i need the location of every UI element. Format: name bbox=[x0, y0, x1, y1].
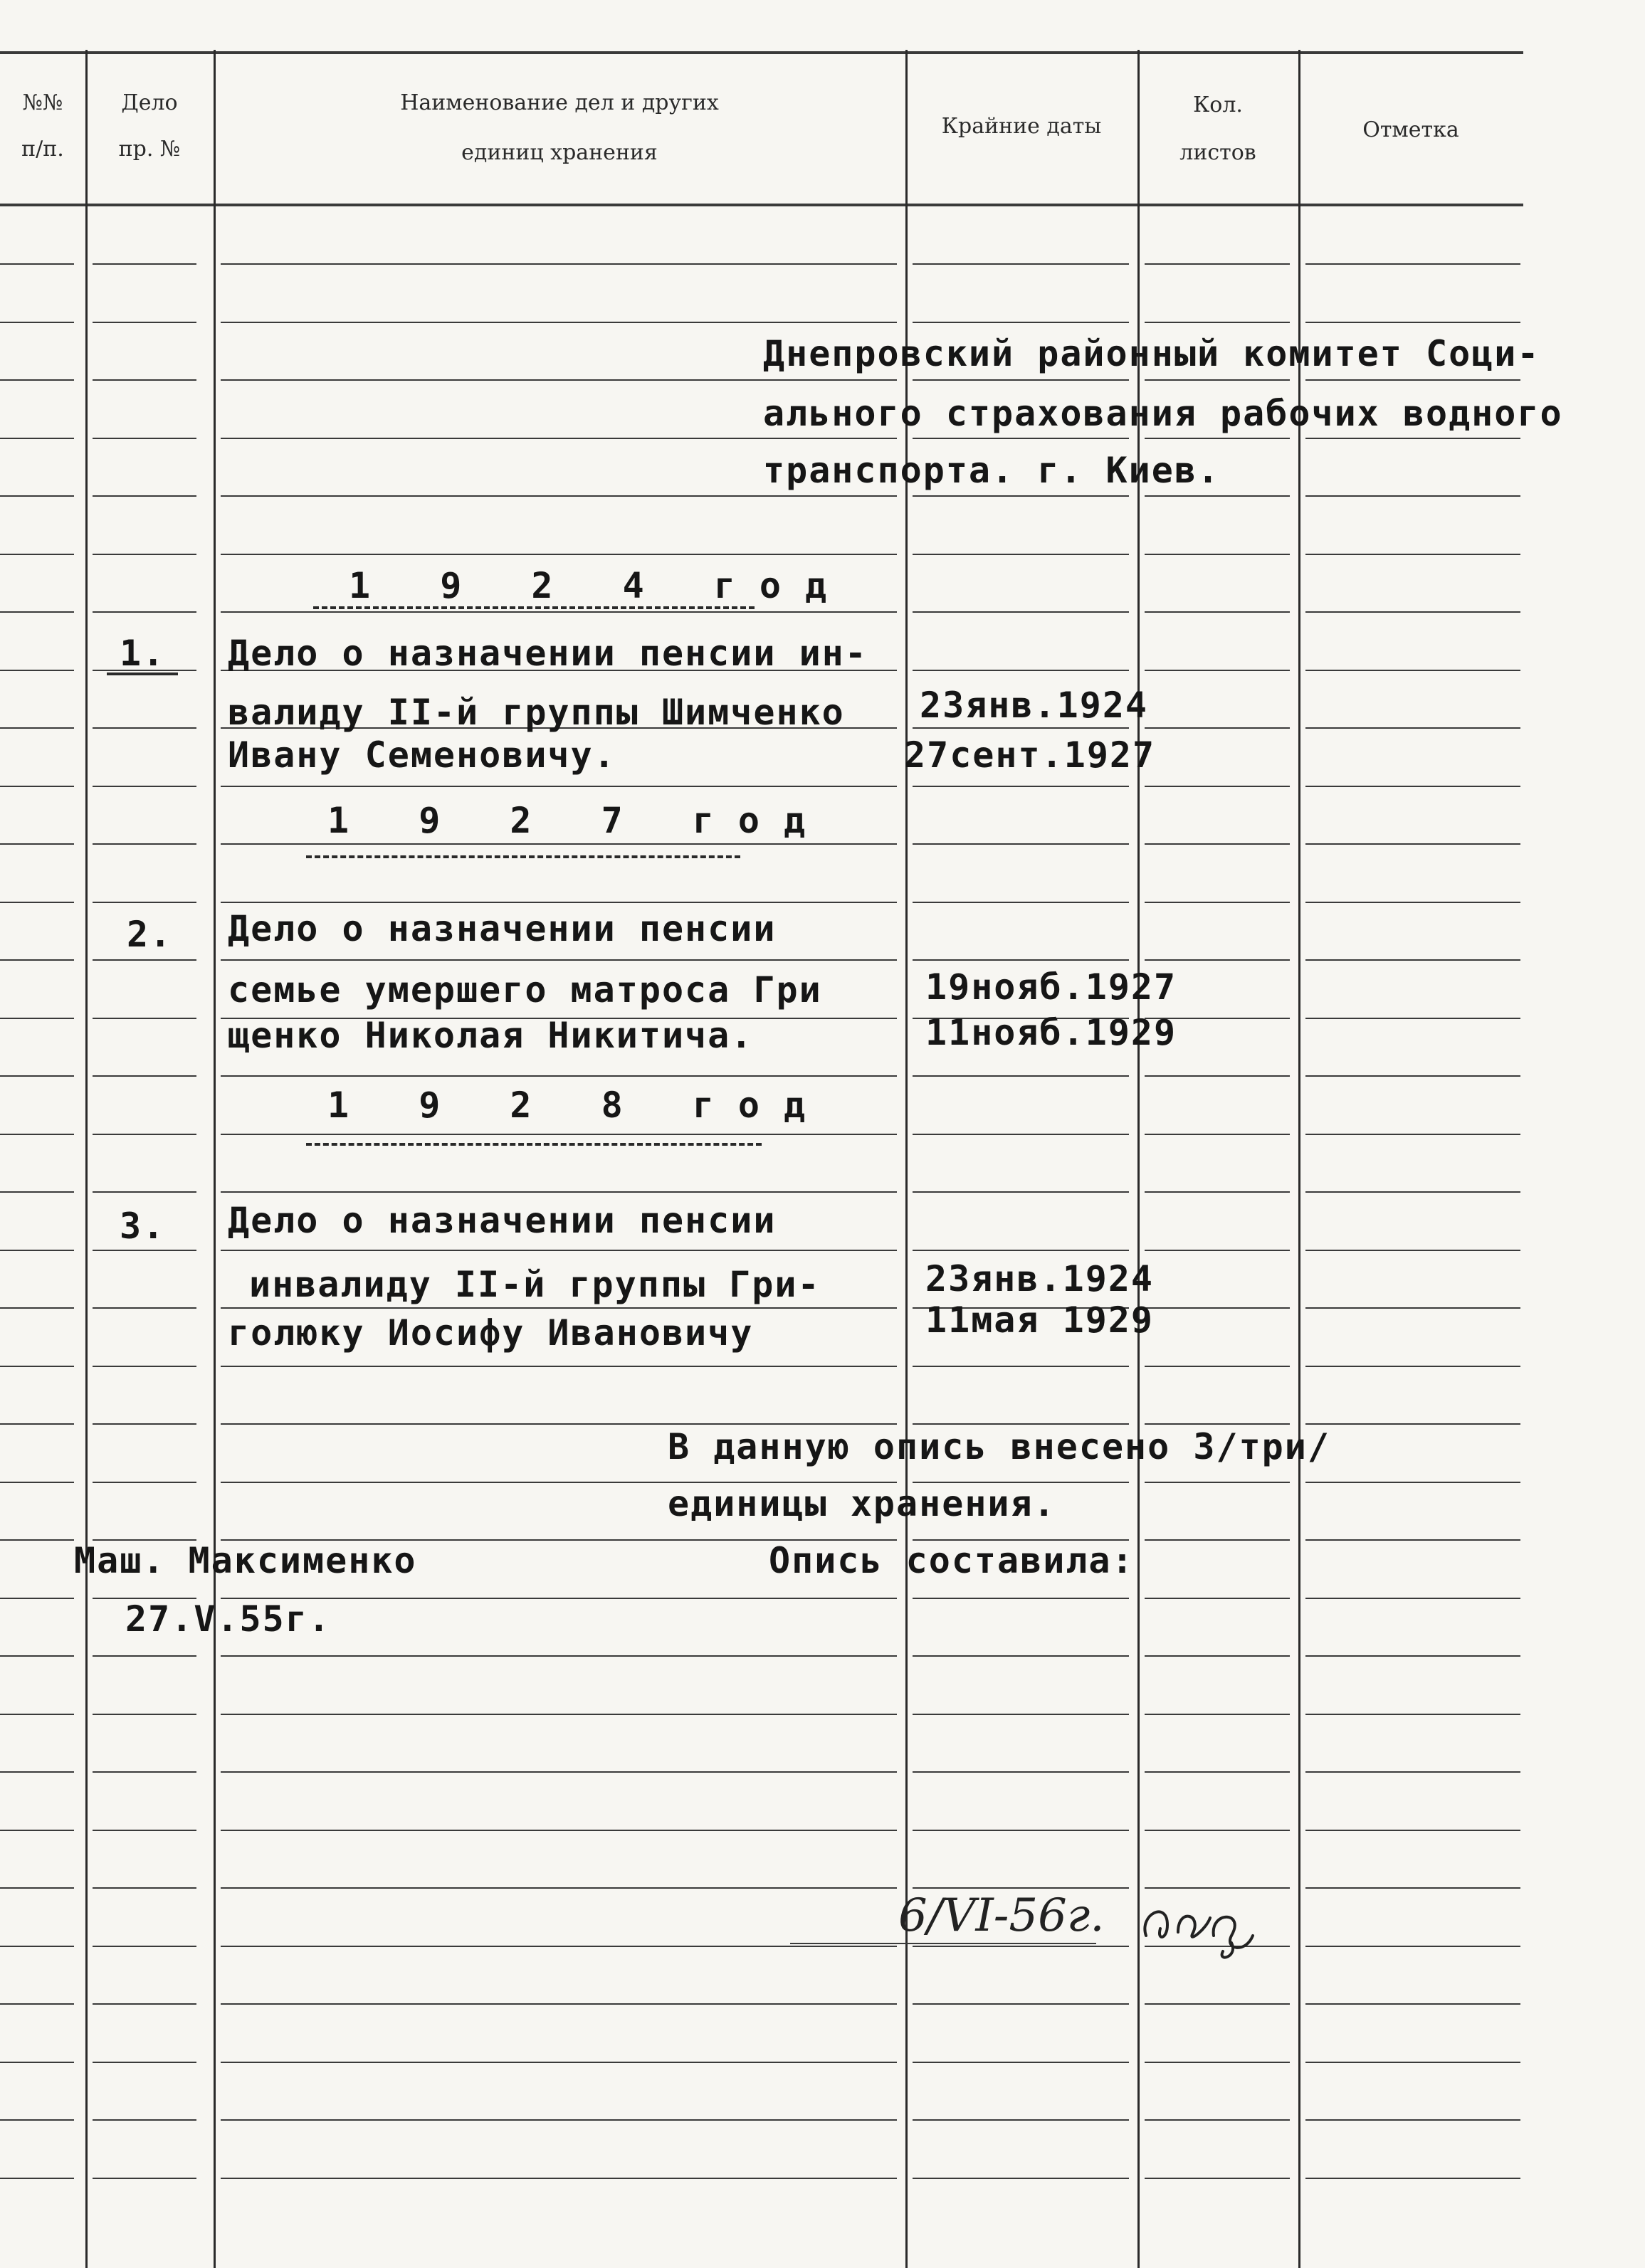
ruled-line bbox=[1305, 2178, 1520, 2179]
ruled-line bbox=[913, 786, 1129, 787]
ruled-line bbox=[913, 611, 1129, 613]
ruled-line bbox=[913, 263, 1129, 265]
ruled-line bbox=[0, 843, 74, 845]
ruled-line bbox=[1305, 2119, 1520, 2121]
ruled-line bbox=[221, 1250, 897, 1251]
header-col-note: Отметка bbox=[1362, 117, 1459, 142]
ruled-line bbox=[93, 1482, 196, 1483]
ruled-line bbox=[1145, 1539, 1290, 1541]
ruled-line bbox=[1305, 1307, 1520, 1309]
ruled-line bbox=[1305, 322, 1520, 323]
summary-line-2: единицы хранения. bbox=[668, 1483, 1056, 1524]
ruled-line bbox=[1305, 843, 1520, 845]
entry-date-start: 23янв.1924 bbox=[925, 1258, 1155, 1299]
ruled-line bbox=[221, 611, 897, 613]
entry-date-end: 11мая 1929 bbox=[925, 1299, 1155, 1341]
ruled-line bbox=[1305, 554, 1520, 555]
ruled-line bbox=[221, 2178, 897, 2179]
ruled-line bbox=[0, 2178, 74, 2179]
ruled-line bbox=[0, 1655, 74, 1657]
ruled-line bbox=[221, 1830, 897, 1831]
ruled-line bbox=[93, 1423, 196, 1425]
header-col-case-sub: пр. № bbox=[118, 137, 181, 162]
typist-signature: Маш. Максименко bbox=[74, 1540, 417, 1581]
ruled-line bbox=[1145, 670, 1290, 671]
ruled-line bbox=[1305, 2062, 1520, 2063]
ruled-line bbox=[0, 1423, 74, 1425]
ruled-line bbox=[221, 1134, 897, 1135]
entry-number-underline bbox=[107, 673, 178, 675]
header-col-sheets-sub: листов bbox=[1179, 140, 1256, 165]
organization-line-2: ального страхования рабочих водного bbox=[763, 393, 1563, 434]
ruled-line bbox=[93, 1191, 196, 1193]
ruled-line bbox=[1305, 1134, 1520, 1135]
ruled-line bbox=[1145, 1830, 1290, 1831]
ruled-line bbox=[1305, 1075, 1520, 1077]
ruled-line bbox=[0, 1366, 74, 1367]
entry-title-line: Дело о назначении пенсии bbox=[228, 1200, 777, 1241]
ruled-line bbox=[0, 2003, 74, 2005]
ruled-line bbox=[1305, 786, 1520, 787]
ruled-line bbox=[1145, 322, 1290, 323]
ruled-line bbox=[0, 1714, 74, 1715]
ruled-line bbox=[913, 2178, 1129, 2179]
ruled-line bbox=[1145, 959, 1290, 961]
ruled-line bbox=[93, 438, 196, 439]
summary-line-1: В данную опись внесено 3/три/ bbox=[668, 1426, 1330, 1467]
ruled-line bbox=[1145, 902, 1290, 903]
ruled-line bbox=[221, 959, 897, 961]
ruled-line bbox=[913, 670, 1129, 671]
ruled-line bbox=[913, 1887, 1129, 1889]
ruled-line bbox=[913, 2062, 1129, 2063]
ruled-line bbox=[1145, 611, 1290, 613]
ruled-line bbox=[1305, 1946, 1520, 1947]
ruled-line bbox=[93, 1946, 196, 1947]
ruled-line bbox=[913, 1191, 1129, 1193]
ruled-line bbox=[93, 727, 196, 729]
ruled-line bbox=[0, 1771, 74, 1773]
ruled-line bbox=[0, 786, 74, 787]
ruled-line bbox=[93, 379, 196, 381]
ruled-line bbox=[221, 1075, 897, 1077]
entry-number: 2. bbox=[127, 914, 173, 955]
ruled-line bbox=[1305, 959, 1520, 961]
entry-date-start: 19нояб.1927 bbox=[925, 966, 1177, 1008]
handwritten-signature bbox=[1139, 1886, 1267, 1967]
entry-title-line: Дело о назначении пенсии ин- bbox=[228, 633, 868, 674]
entry-title-line: Дело о назначении пенсии bbox=[228, 908, 777, 949]
ruled-line bbox=[1305, 1018, 1520, 1019]
column-divider bbox=[214, 50, 216, 2268]
ruled-line bbox=[1145, 1598, 1290, 1599]
ruled-line bbox=[221, 2062, 897, 2063]
ruled-line bbox=[0, 1307, 74, 1309]
ruled-line bbox=[221, 1366, 897, 1367]
ruled-line bbox=[1305, 1714, 1520, 1715]
ruled-line bbox=[93, 2178, 196, 2179]
ruled-line bbox=[1145, 1423, 1290, 1425]
ruled-line bbox=[0, 1830, 74, 1831]
entry-title-line: голюку Иосифу Ивановичу bbox=[228, 1312, 754, 1354]
entry-number: 3. bbox=[120, 1206, 166, 1247]
ruled-line bbox=[1145, 2119, 1290, 2121]
ruled-line bbox=[913, 1134, 1129, 1135]
ruled-line bbox=[221, 322, 897, 323]
ruled-line bbox=[913, 843, 1129, 845]
header-bottom-border bbox=[0, 204, 1523, 206]
ruled-line bbox=[1305, 2003, 1520, 2005]
entry-title-line: инвалиду II-й группы Гри- bbox=[249, 1264, 821, 1305]
ruled-line bbox=[0, 263, 74, 265]
ruled-line bbox=[93, 1018, 196, 1019]
ruled-line bbox=[93, 495, 196, 497]
ruled-line bbox=[913, 322, 1129, 323]
ruled-line bbox=[1145, 786, 1290, 787]
ruled-line bbox=[1145, 379, 1290, 381]
ruled-line bbox=[1305, 670, 1520, 671]
ruled-line bbox=[913, 379, 1129, 381]
ruled-line bbox=[93, 1887, 196, 1889]
ruled-line bbox=[221, 495, 897, 497]
ruled-line bbox=[1305, 727, 1520, 729]
signature-underline bbox=[790, 1943, 1096, 1944]
ruled-line bbox=[221, 786, 897, 787]
ruled-line bbox=[1145, 2062, 1290, 2063]
header-col-title: Наименование дел и других bbox=[400, 90, 719, 115]
column-divider bbox=[85, 50, 88, 2268]
ruled-line bbox=[0, 495, 74, 497]
ruled-line bbox=[93, 2119, 196, 2121]
ruled-line bbox=[221, 379, 897, 381]
year-underline bbox=[306, 855, 740, 858]
ruled-line bbox=[1305, 1598, 1520, 1599]
ruled-line bbox=[0, 727, 74, 729]
ruled-line bbox=[0, 1946, 74, 1947]
handwritten-date: 6/VI-56г. bbox=[898, 1889, 1105, 1942]
ruled-line bbox=[93, 1771, 196, 1773]
ruled-line bbox=[221, 902, 897, 903]
header-col-number-sub: п/п. bbox=[21, 137, 64, 162]
ruled-line bbox=[221, 554, 897, 555]
ruled-line bbox=[0, 379, 74, 381]
ruled-line bbox=[913, 1771, 1129, 1773]
ruled-line bbox=[221, 1423, 897, 1425]
ruled-line bbox=[0, 438, 74, 439]
ruled-line bbox=[221, 1655, 897, 1657]
ruled-line bbox=[1145, 495, 1290, 497]
ruled-line bbox=[0, 1250, 74, 1251]
ruled-line bbox=[1145, 1075, 1290, 1077]
ruled-line bbox=[1305, 1887, 1520, 1889]
ruled-line bbox=[1145, 2003, 1290, 2005]
ruled-line bbox=[93, 554, 196, 555]
ruled-line bbox=[93, 611, 196, 613]
ruled-line bbox=[93, 263, 196, 265]
ruled-line bbox=[0, 670, 74, 671]
ruled-line bbox=[221, 1191, 897, 1193]
ruled-line bbox=[1305, 1482, 1520, 1483]
ruled-line bbox=[1145, 2178, 1290, 2179]
ruled-line bbox=[0, 1134, 74, 1135]
ruled-line bbox=[93, 1075, 196, 1077]
ruled-line bbox=[1145, 1714, 1290, 1715]
ruled-line bbox=[913, 438, 1129, 439]
year-heading: 1 9 2 8 год bbox=[327, 1085, 830, 1126]
ruled-line bbox=[1145, 554, 1290, 555]
ruled-line bbox=[93, 1830, 196, 1831]
ruled-line bbox=[1305, 495, 1520, 497]
table-top-border bbox=[0, 51, 1523, 54]
entry-date-end: 11нояб.1929 bbox=[925, 1012, 1177, 1053]
header-col-dates: Крайние даты bbox=[941, 114, 1102, 139]
ruled-line bbox=[0, 322, 74, 323]
entry-title-line: семье умершего матроса Гри bbox=[228, 969, 822, 1011]
ruled-line bbox=[913, 2119, 1129, 2121]
ruled-line bbox=[913, 1366, 1129, 1367]
ruled-line bbox=[1145, 1366, 1290, 1367]
ruled-line bbox=[913, 495, 1129, 497]
ruled-line bbox=[1145, 1134, 1290, 1135]
ruled-line bbox=[0, 1598, 74, 1599]
ruled-line bbox=[913, 727, 1129, 729]
ruled-line bbox=[0, 959, 74, 961]
ruled-line bbox=[1145, 1307, 1290, 1309]
ruled-line bbox=[1305, 1655, 1520, 1657]
ruled-line bbox=[93, 1366, 196, 1367]
ruled-line bbox=[221, 1887, 897, 1889]
entry-date-start: 23янв.1924 bbox=[920, 685, 1149, 726]
ruled-line bbox=[1305, 1771, 1520, 1773]
ruled-line bbox=[913, 1830, 1129, 1831]
ruled-line bbox=[1305, 1366, 1520, 1367]
ruled-line bbox=[0, 902, 74, 903]
typed-date: 27.V.55г. bbox=[125, 1598, 331, 1640]
entry-title-line: щенко Николая Никитича. bbox=[228, 1015, 754, 1056]
ruled-line bbox=[913, 902, 1129, 903]
ruled-line bbox=[93, 1714, 196, 1715]
ruled-line bbox=[1145, 727, 1290, 729]
ruled-line bbox=[1305, 1191, 1520, 1193]
ruled-line bbox=[913, 1423, 1129, 1425]
ruled-line bbox=[221, 438, 897, 439]
ruled-line bbox=[93, 959, 196, 961]
ruled-line bbox=[913, 1655, 1129, 1657]
ruled-line bbox=[221, 1946, 897, 1947]
ruled-line bbox=[1145, 1771, 1290, 1773]
ruled-line bbox=[93, 1250, 196, 1251]
ruled-line bbox=[913, 554, 1129, 555]
ruled-line bbox=[1305, 263, 1520, 265]
ruled-line bbox=[93, 322, 196, 323]
header-col-number: №№ bbox=[22, 90, 63, 115]
organization-line-1: Днепровский районный комитет Соци- bbox=[763, 333, 1540, 374]
ruled-line bbox=[221, 2003, 897, 2005]
compiled-by-label: Опись составила: bbox=[769, 1540, 1135, 1581]
entry-date-end: 27сент.1927 bbox=[904, 734, 1156, 776]
year-heading: 1 9 2 7 год bbox=[327, 800, 830, 841]
header-col-title-sub: единиц хранения bbox=[461, 140, 658, 165]
ruled-line bbox=[0, 1075, 74, 1077]
entry-title-line: валиду II-й группы Шимченко bbox=[228, 692, 845, 733]
ruled-line bbox=[93, 902, 196, 903]
ruled-line bbox=[913, 1075, 1129, 1077]
ruled-line bbox=[1145, 438, 1290, 439]
ruled-line bbox=[913, 1598, 1129, 1599]
ruled-line bbox=[0, 1018, 74, 1019]
ruled-line bbox=[913, 1250, 1129, 1251]
ruled-line bbox=[1305, 611, 1520, 613]
ruled-line bbox=[1145, 1250, 1290, 1251]
column-divider bbox=[1298, 50, 1300, 2268]
ruled-line bbox=[221, 1771, 897, 1773]
ruled-line bbox=[0, 554, 74, 555]
ruled-line bbox=[221, 843, 897, 845]
ruled-line bbox=[1305, 1830, 1520, 1831]
ruled-line bbox=[0, 1887, 74, 1889]
header-col-sheets: Кол. bbox=[1193, 93, 1243, 117]
ruled-line bbox=[0, 2062, 74, 2063]
year-underline bbox=[306, 1143, 762, 1146]
ruled-line bbox=[1305, 438, 1520, 439]
entry-number: 1. bbox=[120, 633, 166, 674]
organization-line-3: транспорта. г. Киев. bbox=[763, 450, 1221, 491]
ruled-line bbox=[1145, 1191, 1290, 1193]
ruled-line bbox=[913, 959, 1129, 961]
ruled-line bbox=[221, 1307, 897, 1309]
ruled-line bbox=[93, 2003, 196, 2005]
ruled-line bbox=[1145, 263, 1290, 265]
ruled-line bbox=[1305, 1423, 1520, 1425]
ruled-line bbox=[93, 1655, 196, 1657]
ruled-line bbox=[913, 1946, 1129, 1947]
ruled-line bbox=[1305, 1250, 1520, 1251]
ruled-line bbox=[1145, 843, 1290, 845]
ruled-line bbox=[1305, 1539, 1520, 1541]
ruled-line bbox=[0, 1539, 74, 1541]
year-underline bbox=[313, 606, 755, 609]
ruled-line bbox=[913, 1714, 1129, 1715]
entry-title-line: Ивану Семеновичу. bbox=[228, 734, 616, 776]
ruled-line bbox=[0, 1191, 74, 1193]
ruled-line bbox=[0, 611, 74, 613]
ruled-line bbox=[0, 2119, 74, 2121]
ruled-line bbox=[1305, 379, 1520, 381]
header-col-case: Дело bbox=[121, 90, 178, 115]
ruled-line bbox=[93, 1307, 196, 1309]
ruled-line bbox=[221, 1714, 897, 1715]
ruled-line bbox=[93, 786, 196, 787]
ruled-line bbox=[0, 1482, 74, 1483]
ruled-line bbox=[1305, 902, 1520, 903]
ruled-line bbox=[1145, 1482, 1290, 1483]
ruled-line bbox=[93, 1134, 196, 1135]
ruled-line bbox=[913, 2003, 1129, 2005]
ruled-line bbox=[221, 263, 897, 265]
year-heading: 1 9 2 4 год bbox=[349, 565, 851, 606]
ruled-line bbox=[1145, 1655, 1290, 1657]
ruled-line bbox=[221, 2119, 897, 2121]
ruled-line bbox=[93, 2062, 196, 2063]
ruled-line bbox=[93, 843, 196, 845]
